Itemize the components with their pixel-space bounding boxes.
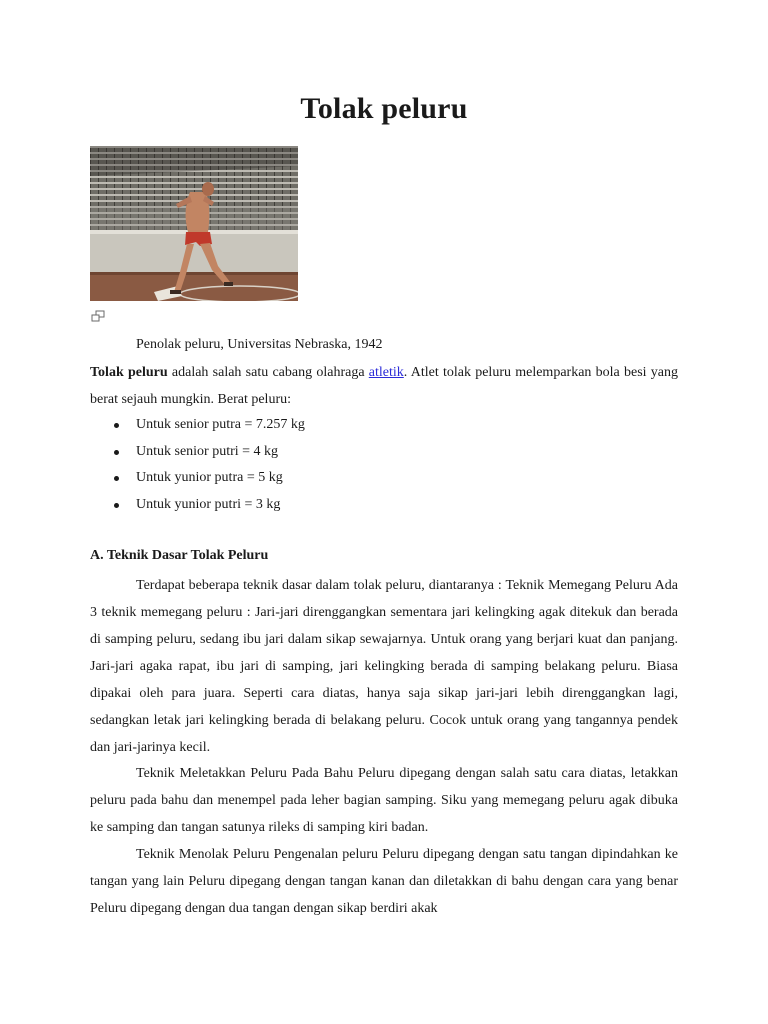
shot-put-photo[interactable] bbox=[90, 146, 298, 301]
intro-term: Tolak peluru bbox=[90, 365, 168, 380]
list-item bbox=[90, 412, 305, 439]
bullet-dot-icon bbox=[114, 503, 119, 508]
intro-paragraph bbox=[90, 359, 678, 413]
athlete-stadium-image bbox=[90, 146, 298, 301]
bullet-dot-icon bbox=[114, 476, 119, 481]
expand-image-icon[interactable] bbox=[91, 309, 105, 321]
paragraph-holding-technique: Terdapat beberapa teknik dasar dalam tolak peluru, diantaranya : Teknik Memegang Peluru Ada 3 teknik memegang peluru : Jari-jari direnggangkan sementara jari kelingking agak ditekuk dan berada di samping peluru, sedang ibu jari dalam sikap sewajarnya. Untuk orang yang berjari kuat dan panjang. Jari-jari agaka rapat, ibu jari di samping, jari kelingking berada di samping belakang peluru. Biasa dipakai oleh para juara. Seperti cara diatas, hanya saja sikap jari-jari lebih direnggangkan lagi, sedangkan letak jari kelingking berada di belakang peluru. Cocok untuk orang yang tangannya pendek dan jari-jarinya kecil. bbox=[90, 578, 678, 755]
weight-list bbox=[90, 412, 305, 518]
list-item bbox=[90, 439, 305, 466]
list-item bbox=[90, 492, 305, 519]
list-item-text: Untuk senior putra = 7.257 kg bbox=[136, 417, 305, 432]
section-heading: A. Teknik Dasar Tolak Peluru bbox=[90, 548, 269, 563]
list-item bbox=[90, 465, 305, 492]
bullet-dot-icon bbox=[114, 450, 119, 455]
paragraph-placing-technique: Teknik Meletakkan Peluru Pada Bahu Peluru dipegang dengan salah satu cara diatas, letakkan peluru pada bahu dan menempel pada leher bagian samping. Siku yang memegang peluru agak dibuka ke samping dan tangan satunya rileks di samping kiri badan. bbox=[90, 766, 678, 835]
intro-text-after-link: . Atlet tolak peluru melemparkan bola besi yang berat sejauh mungkin. Berat peluru: bbox=[90, 365, 678, 407]
atletik-link[interactable]: atletik bbox=[368, 365, 404, 380]
intro-text-before-link: adalah salah satu cabang olahraga bbox=[167, 365, 369, 380]
list-item-text: Untuk senior putri = 4 kg bbox=[136, 443, 279, 459]
bullet-dot-icon bbox=[114, 423, 119, 428]
paragraph-throwing-technique: Teknik Menolak Peluru Pengenalan peluru Peluru dipegang dengan satu tangan dipindahkan ke tangan yang lain Peluru dipegang dengan tangan kanan dan diletakkan di bahu dengan cara yang benar Peluru dipegang dengan dua tangan dengan sikap berdiri akak bbox=[90, 847, 678, 916]
list-item-text: Untuk yunior putra = 5 kg bbox=[136, 470, 283, 485]
image-caption: Penolak peluru, Universitas Nebraska, 1942 bbox=[136, 337, 383, 352]
page-title: Tolak peluru bbox=[300, 92, 468, 125]
list-item-text: Untuk yunior putri = 3 kg bbox=[136, 496, 281, 512]
